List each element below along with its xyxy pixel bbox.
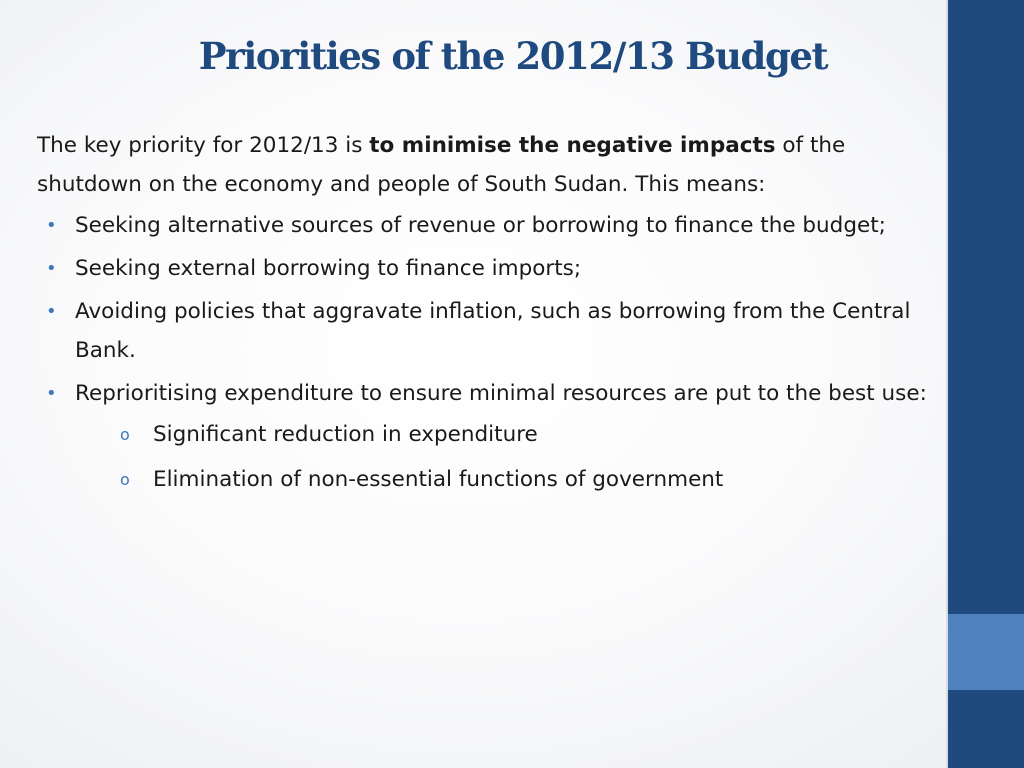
sidebar-accent-block bbox=[948, 614, 1024, 690]
hollow-circle-bullet-icon: o bbox=[120, 470, 130, 489]
sub-list-item-text: Significant reduction in expenditure bbox=[153, 422, 538, 447]
bullet-dot-icon: • bbox=[46, 383, 57, 404]
sub-list-item-text: Elimination of non-essential functions of government bbox=[153, 467, 724, 492]
hollow-circle-bullet-icon: o bbox=[120, 425, 130, 444]
slide-body bbox=[37, 126, 932, 505]
intro-text-before: The key priority for 2012/13 is bbox=[37, 133, 370, 158]
list-item-text: Avoiding policies that aggravate inflation, such as borrowing from the Central Bank. bbox=[75, 299, 911, 363]
list-item bbox=[37, 206, 932, 245]
sub-bullet-list bbox=[75, 415, 932, 499]
list-item bbox=[37, 249, 932, 288]
bullet-list bbox=[37, 206, 932, 499]
slide-title: Priorities of the 2012/13 Budget bbox=[198, 34, 828, 78]
list-item-text: Seeking alternative sources of revenue or borrowing to finance the budget; bbox=[75, 213, 886, 238]
list-item bbox=[37, 374, 932, 499]
list-item-text: Seeking external borrowing to finance imports; bbox=[75, 256, 582, 281]
list-item-text: Reprioritising expenditure to ensure minimal resources are put to the best use: bbox=[75, 381, 927, 406]
sub-list-item bbox=[75, 460, 932, 499]
intro-text-after: of the shutdown on the economy and people of South Sudan. This means: bbox=[37, 133, 846, 197]
bullet-dot-icon: • bbox=[46, 258, 57, 279]
intro-paragraph bbox=[37, 126, 917, 204]
list-item bbox=[37, 292, 932, 370]
bullet-dot-icon: • bbox=[46, 215, 57, 236]
intro-text-bold: to minimise the negative impacts bbox=[369, 133, 776, 158]
bullet-dot-icon: • bbox=[46, 301, 57, 322]
sub-list-item bbox=[75, 415, 932, 454]
